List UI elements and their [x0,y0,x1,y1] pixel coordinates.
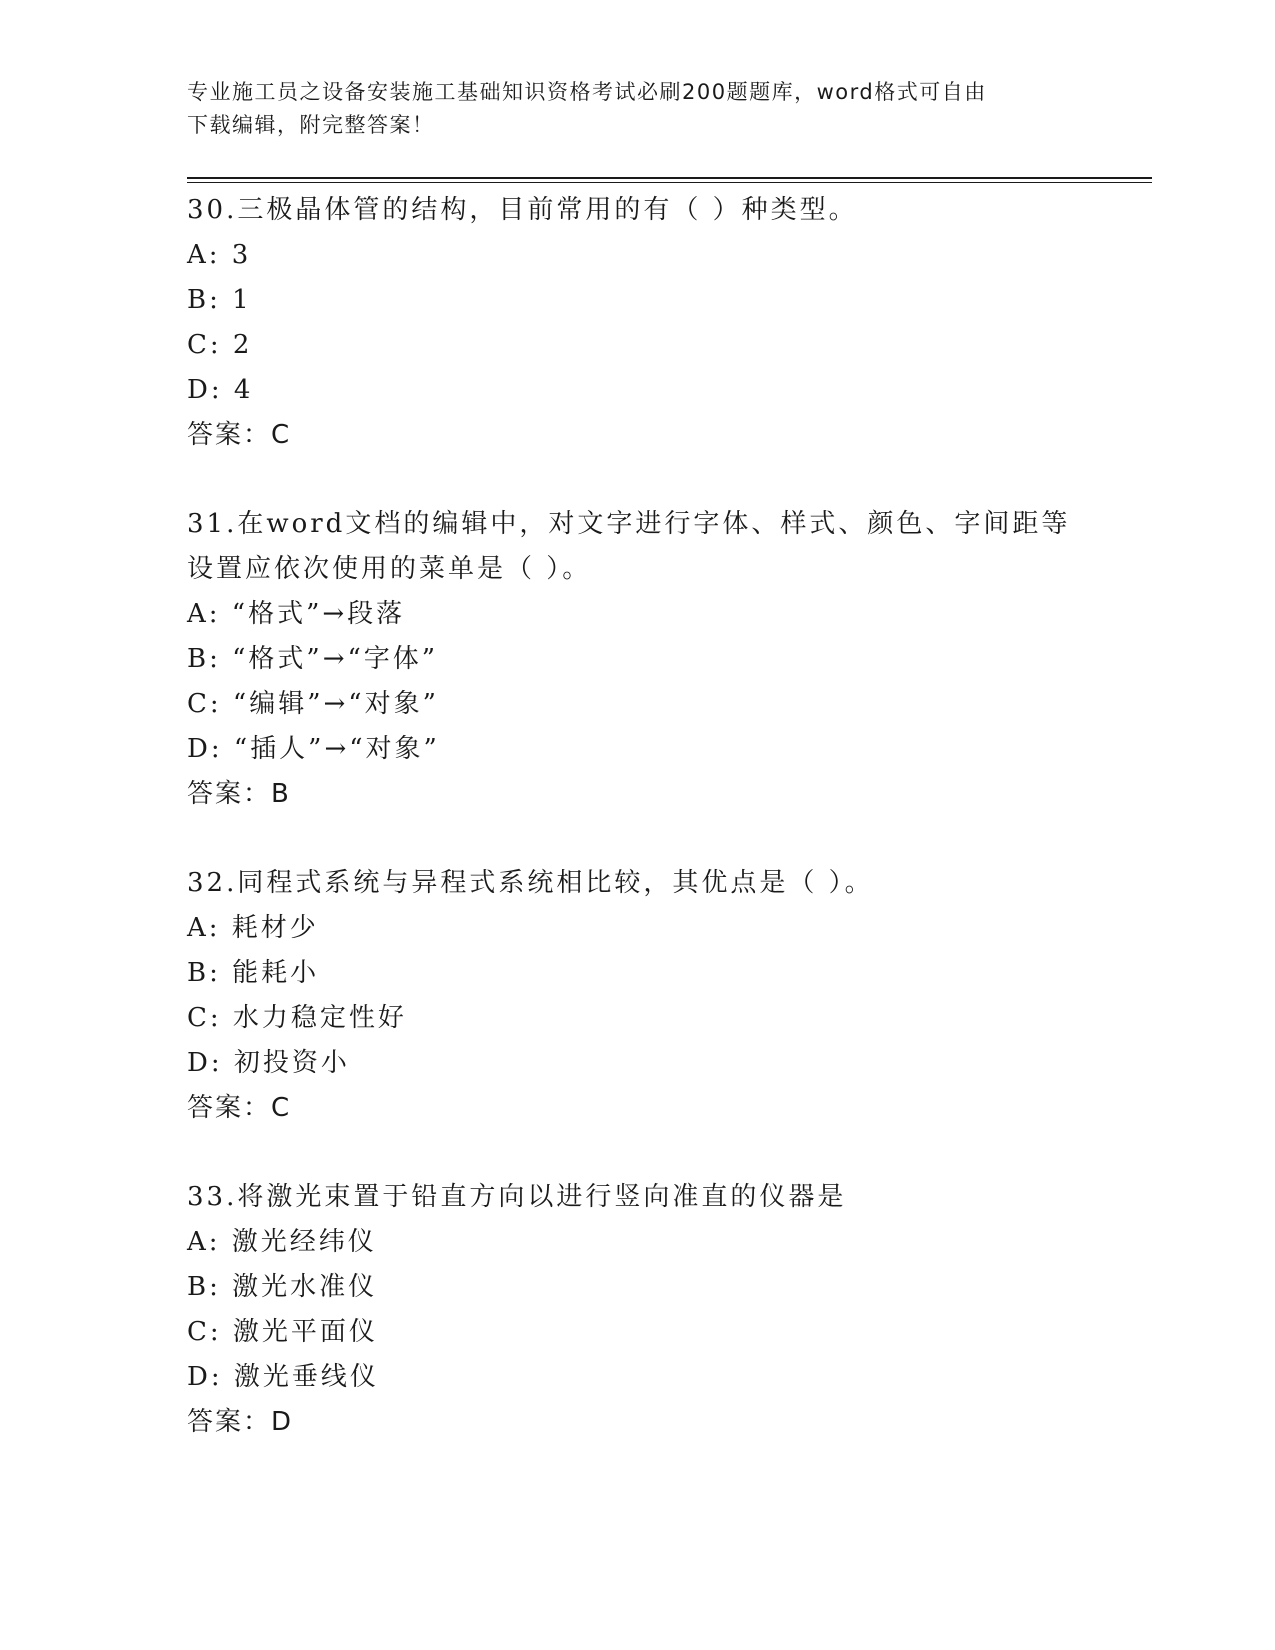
header-line-1: 专业施工员之设备安装施工基础知识资格考试必刷200题题库，word格式可自由 [187,80,987,104]
question-text: 32.同程式系统与异程式系统相比较，其优点是（ ）。 [187,868,874,898]
option-d: D: 初投资小 [187,1048,350,1078]
option-b: B: 1 [187,285,252,315]
option-a: A: “格式”→段落 [187,599,406,629]
header-line-2: 下载编辑，附完整答案！ [187,113,435,137]
option-b: B: 激光水准仪 [187,1272,378,1302]
option-d: D: “插人”→“对象” [187,734,440,764]
document-header [187,76,1087,142]
option-a: A: 耗材少 [187,913,319,943]
answer: 答案：C [187,1093,292,1123]
option-c: C: 水力稳定性好 [187,1003,407,1033]
question-31 [187,502,1087,817]
question-text-line-2: 设置应依次使用的菜单是（ ）。 [187,554,592,584]
question-33 [187,1175,1087,1445]
question-32 [187,861,1087,1131]
question-text: 30.三极晶体管的结构，目前常用的有（ ）种类型。 [187,195,858,225]
option-c: C: “编辑”→“对象” [187,689,439,719]
option-b: B: “格式”→“字体” [187,644,439,674]
option-a: A: 激光经纬仪 [187,1227,377,1257]
option-d: D: 4 [187,375,254,405]
answer: 答案：C [187,420,292,450]
question-text: 33.将激光束置于铅直方向以进行竖向准直的仪器是 [187,1182,847,1212]
option-d: D: 激光垂线仪 [187,1362,379,1392]
option-b: B: 能耗小 [187,958,320,988]
question-list [187,188,1087,1489]
question-text-line-1: 31.在word文档的编辑中，对文字进行字体、样式、颜色、字间距等 [187,509,1071,539]
header-divider-thick [187,177,1152,179]
option-c: C: 2 [187,330,253,360]
answer: 答案：D [187,1407,294,1437]
option-a: A: 3 [187,240,252,270]
answer: 答案：B [187,779,291,809]
header-divider-thin [187,182,1152,183]
option-c: C: 激光平面仪 [187,1317,378,1347]
question-30 [187,188,1087,458]
